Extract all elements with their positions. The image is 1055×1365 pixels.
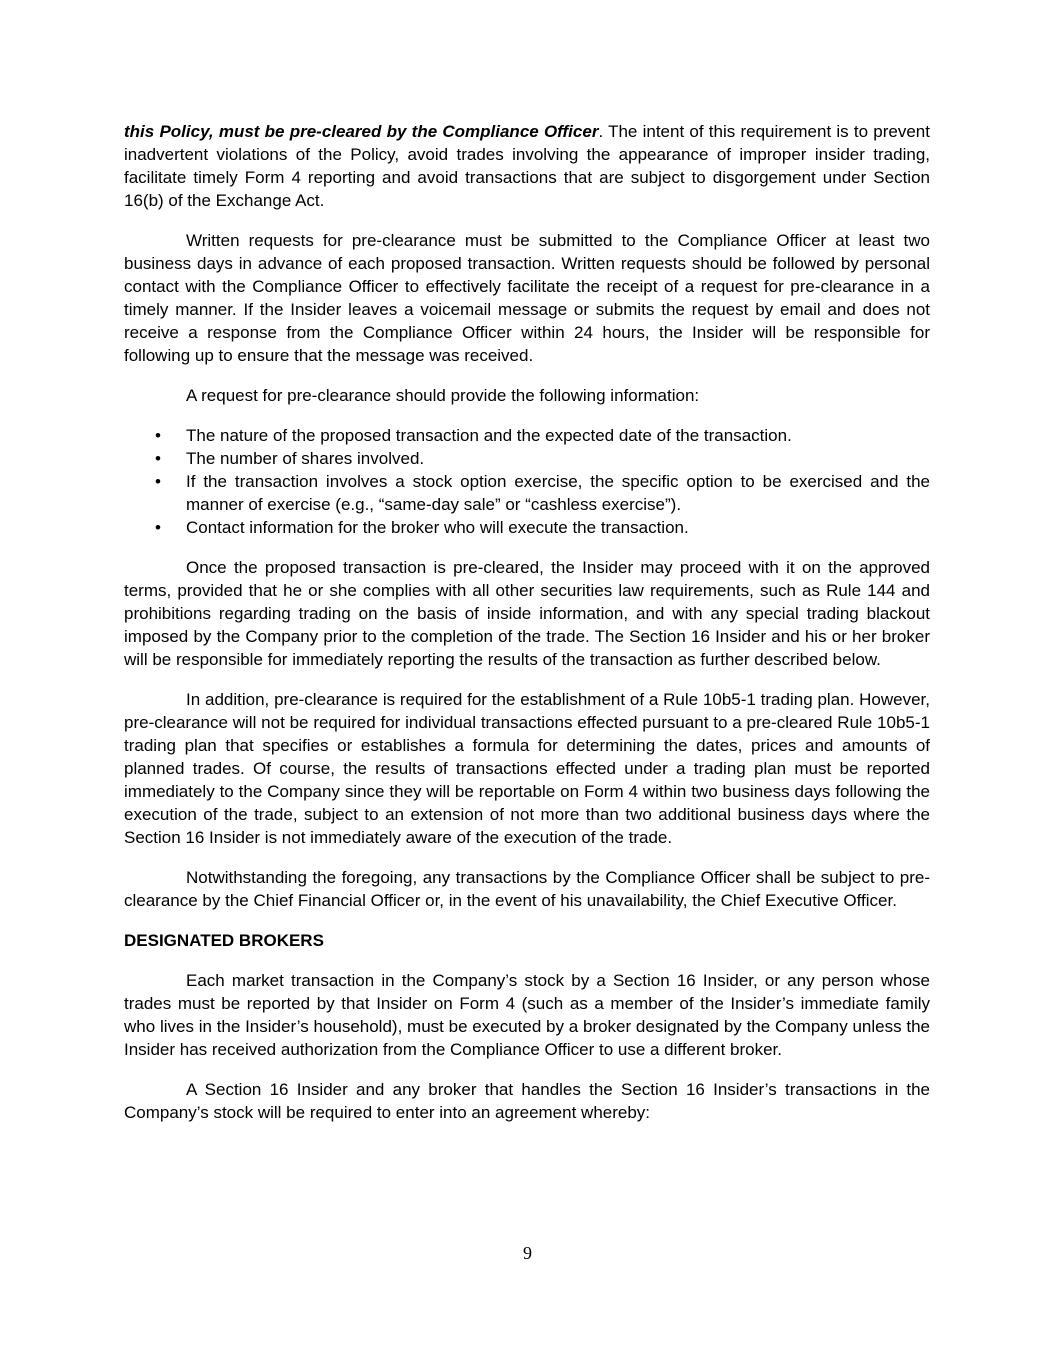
paragraph-broker-agreement: A Section 16 Insider and any broker that handles the Section 16 Insider’s transactions in the Company’s stock will be required to enter into an agreement whereby: bbox=[124, 1080, 930, 1122]
preclearance-info-list bbox=[124, 424, 930, 539]
paragraph-preclearance-requirement bbox=[124, 120, 930, 212]
lead-paragraph-rest: . The intent of this requirement is to prevent inadvertent violations of the Policy, avoid trades involving the appearance of improper insider trading, facilitate timely Form 4 reporting and avoid transactions that are subject to disgorgement under Section 16(b) of the Exchange Act. bbox=[124, 122, 930, 210]
paragraph-rule-10b5-1: In addition, pre-clearance is required for the establishment of a Rule 10b5-1 trading plan. However, pre-clearance will not be required for individual transactions effected pursuant to a pre-cleared Rule 10b5-1 trading plan that specifies or establishes a formula for determining the dates, prices and amounts of planned trades. Of course, the results of transactions effected under a trading plan must be reported immediately to the Company since they will be reportable on Form 4 within two business days following the execution of the trade, subject to an extension of not more than two additional business days where the Section 16 Insider is not immediately aware of the execution of the trade. bbox=[124, 690, 930, 847]
bold-italic-lead-text: this Policy, must be pre-cleared by the Compliance Officer bbox=[124, 122, 599, 141]
list-item-shares-number: • The number of shares involved. bbox=[124, 447, 930, 470]
document-body bbox=[124, 120, 930, 1141]
section-heading-designated-brokers: DESIGNATED BROKERS bbox=[124, 931, 324, 950]
paragraph-request-info-intro: A request for pre-clearance should provide the following information: bbox=[186, 386, 700, 405]
paragraph-notwithstanding: Notwithstanding the foregoing, any transactions by the Compliance Officer shall be subject to pre-clearance by the Chief Financial Officer or, in the event of his unavailability, the Chief Executive Officer. bbox=[124, 868, 930, 910]
list-item-broker-contact: • Contact information for the broker who will execute the transaction. bbox=[124, 516, 930, 539]
paragraph-written-requests: Written requests for pre-clearance must be submitted to the Compliance Officer at least two business days in advance of each proposed transaction. Written requests should be followed by personal contact with the Compliance Officer to effectively facilitate the receipt of a request for pre-clearance in a timely manner. If the Insider leaves a voicemail message or submits the request by email and does not receive a response from the Compliance Officer within 24 hours, the Insider will be responsible for following up to ensure that the message was received. bbox=[124, 231, 930, 365]
page-number: 9 bbox=[523, 1243, 532, 1263]
list-item-transaction-nature: • The nature of the proposed transaction and the expected date of the transaction. bbox=[124, 424, 930, 447]
list-item-option-exercise: • If the transaction involves a stock option exercise, the specific option to be exercised and the manner of exercise (e.g., “same-day sale” or “cashless exercise”). bbox=[124, 470, 930, 516]
paragraph-once-precleared: Once the proposed transaction is pre-cleared, the Insider may proceed with it on the approved terms, provided that he or she complies with all other securities law requirements, such as Rule 144 and prohibitions regarding trading on the basis of inside information, and with any special trading blackout imposed by the Company prior to the completion of the trade. The Section 16 Insider and his or her broker will be responsible for immediately reporting the results of the transaction as further described below. bbox=[124, 558, 930, 669]
paragraph-each-market-transaction: Each market transaction in the Company’s stock by a Section 16 Insider, or any person whose trades must be reported by that Insider on Form 4 (such as a member of the Insider’s immediate family who lives in the Insider’s household), must be executed by a broker designated by the Company unless the Insider has received authorization from the Compliance Officer to use a different broker. bbox=[124, 971, 930, 1059]
